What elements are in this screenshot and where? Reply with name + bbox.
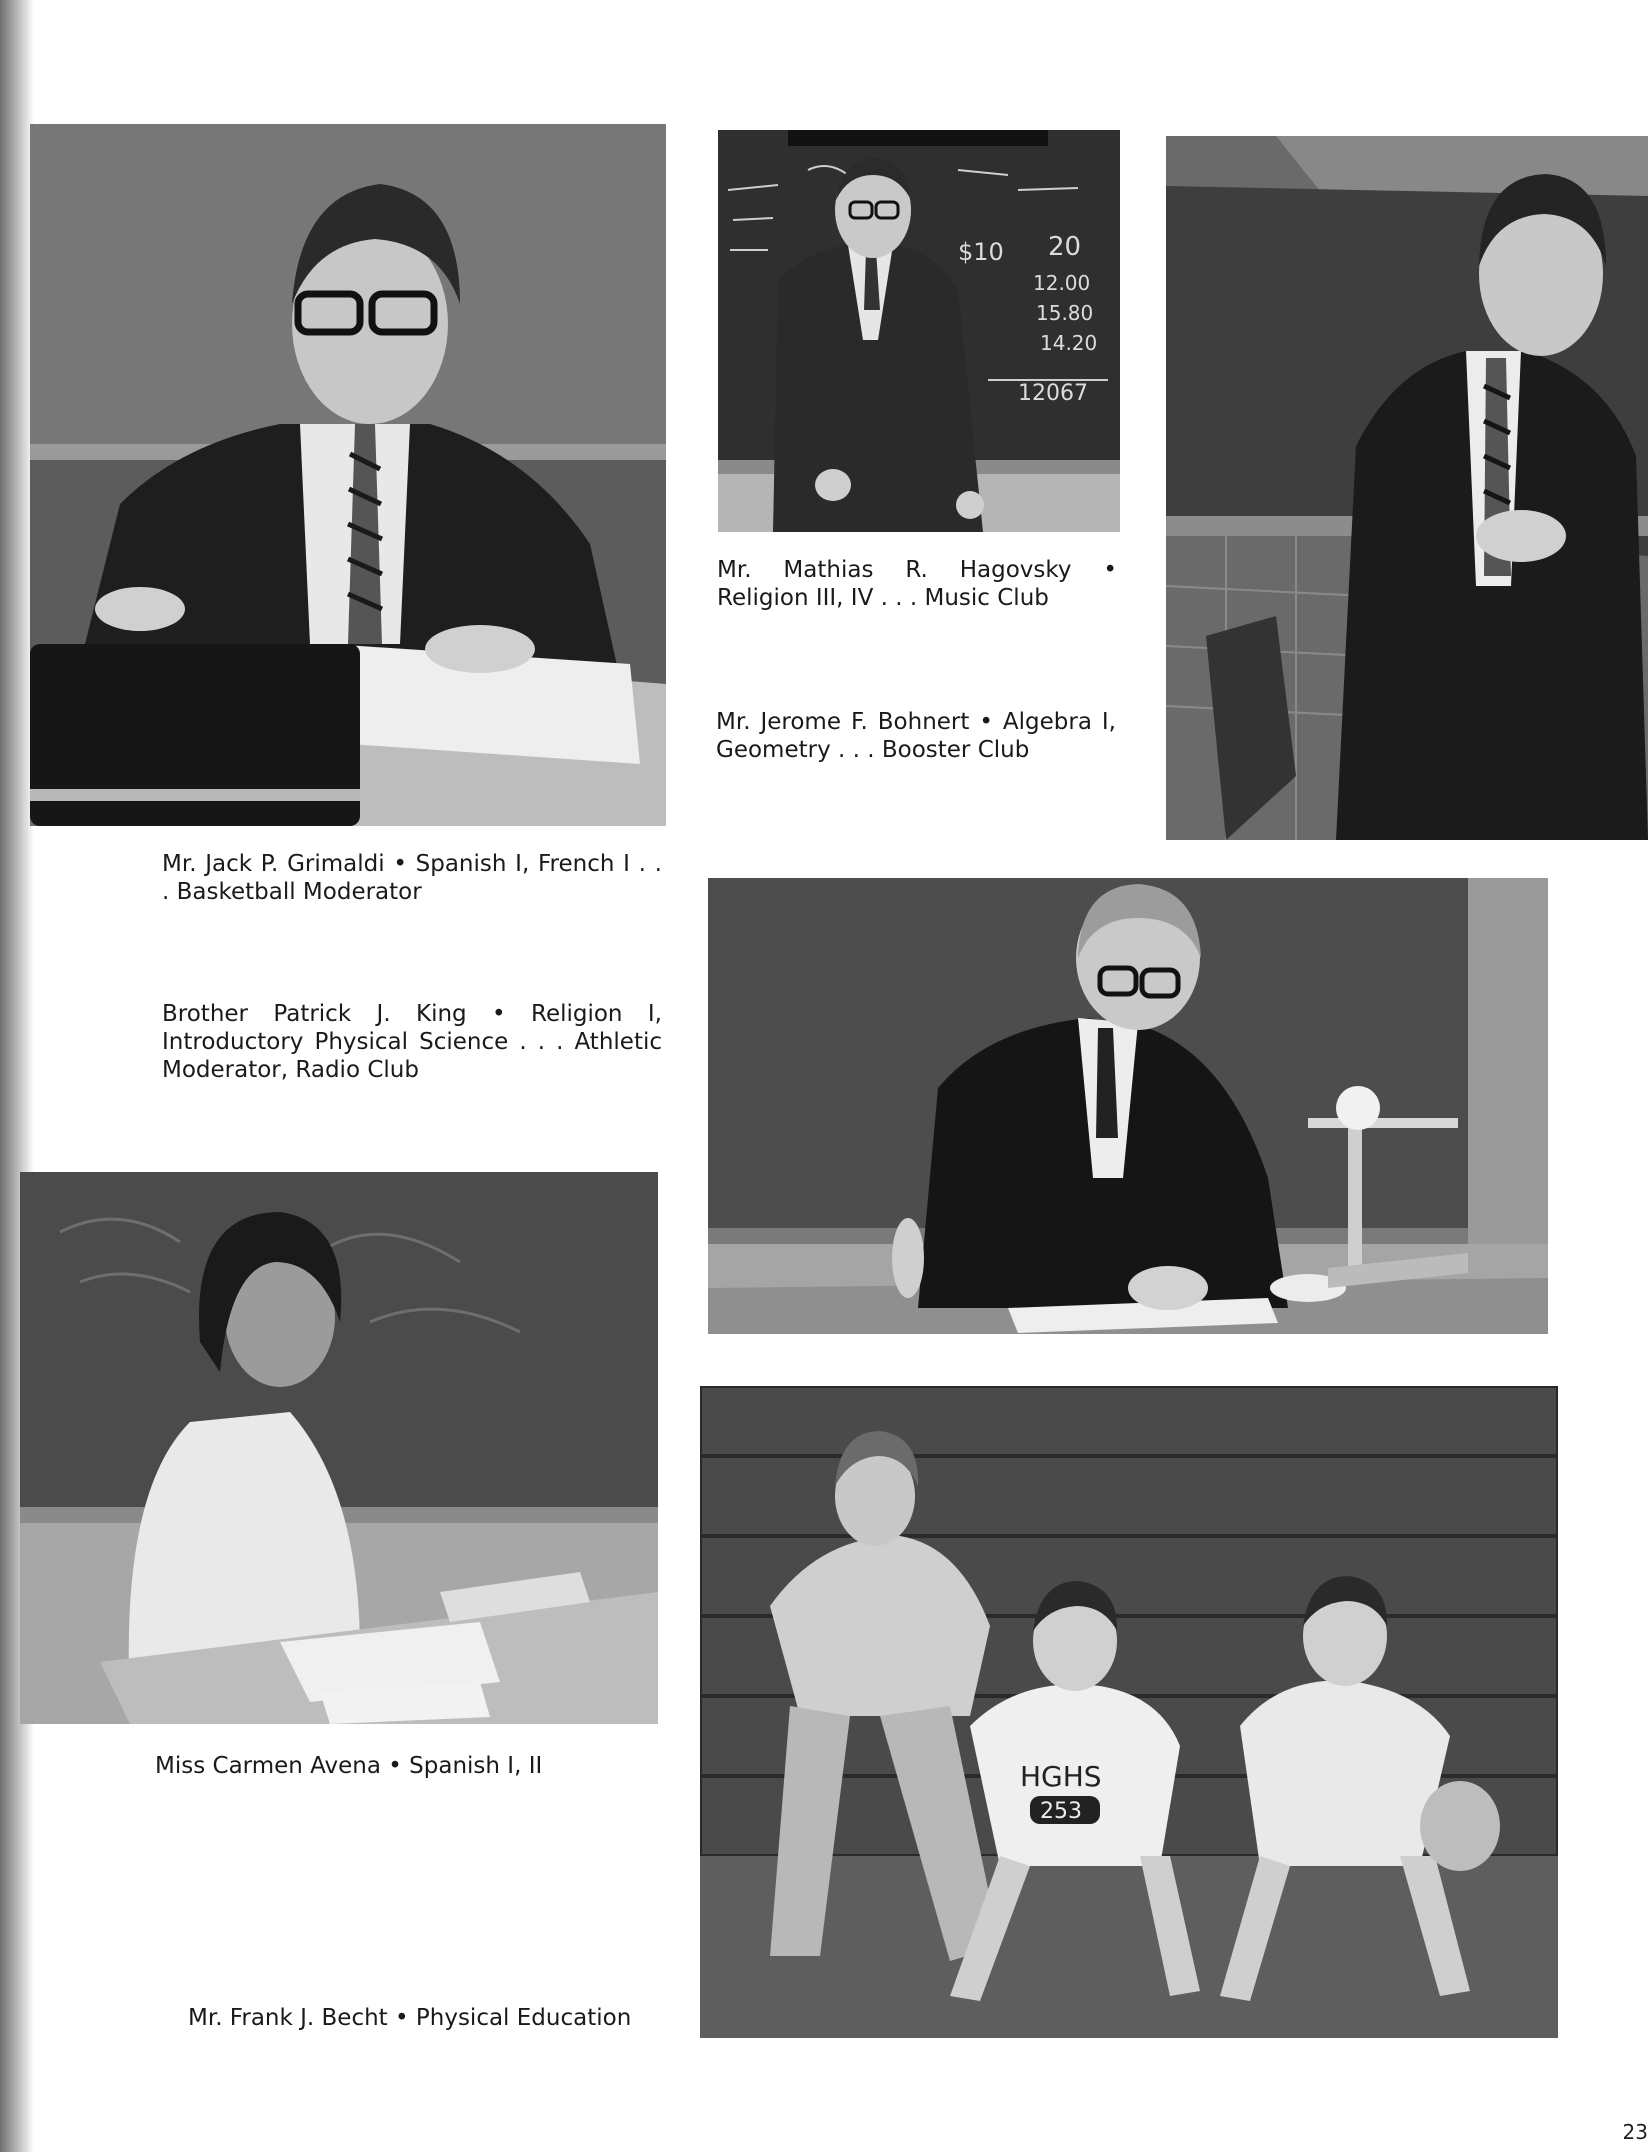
page-number: 23 bbox=[1622, 2120, 1648, 2144]
caption-king: Brother Patrick J. King • Religion I, Introductory Physical Science . . . Athletic Moderator, Radio Club bbox=[162, 1001, 662, 1083]
caption-becht: Mr. Frank J. Becht • Physical Education bbox=[188, 2005, 632, 2031]
chalk-number-5: 12067 bbox=[1018, 381, 1088, 406]
caption-hagovsky: Mr. Mathias R. Hagovsky • Religion III, IV . . . Music Club bbox=[717, 557, 1117, 611]
photo-becht bbox=[700, 1386, 1558, 2038]
chalk-number-3: 15.80 bbox=[1036, 301, 1094, 325]
page-binding-shadow bbox=[0, 0, 34, 2152]
photo-hagovsky bbox=[718, 130, 1120, 532]
photo-avena bbox=[20, 1172, 658, 1724]
chalk-number-1: 20 bbox=[1048, 232, 1082, 262]
photo-bohnert bbox=[1166, 136, 1648, 840]
chalk-number-4: 14.20 bbox=[1040, 331, 1098, 355]
photo-king bbox=[708, 878, 1548, 1334]
caption-avena: Miss Carmen Avena • Spanish I, II bbox=[155, 1753, 543, 1779]
chalk-number-2: 12.00 bbox=[1033, 271, 1091, 295]
photo-grimaldi bbox=[30, 124, 666, 826]
shirt-lettering: HGHS bbox=[1020, 1760, 1102, 1793]
shirt-number: 253 bbox=[1040, 1799, 1082, 1824]
caption-bohnert: Mr. Jerome F. Bohnert • Algebra I, Geometry . . . Booster Club bbox=[716, 709, 1116, 763]
chalk-number-6: $10 bbox=[958, 238, 1004, 266]
caption-grimaldi: Mr. Jack P. Grimaldi • Spanish I, French I . . . Basketball Moderator bbox=[162, 851, 662, 905]
